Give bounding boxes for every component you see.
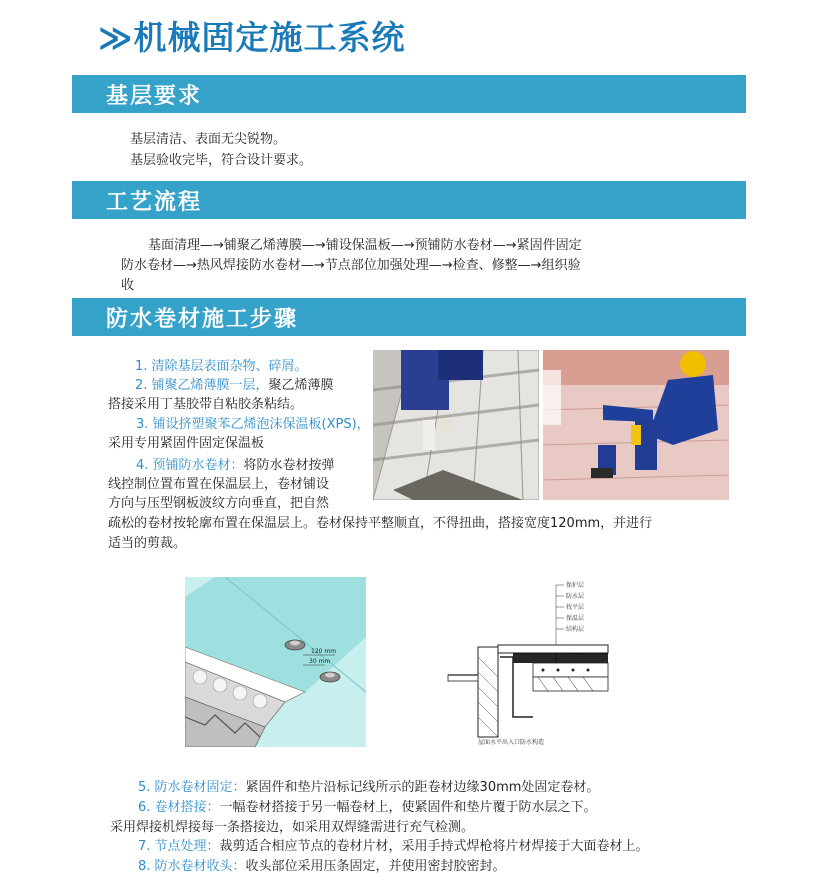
step-2 xyxy=(135,376,334,395)
section-title: 工艺流程 xyxy=(106,190,203,215)
step-4-line-2: 线控制位置布置在保温层上，卷材铺设 xyxy=(108,477,330,492)
section-header-process xyxy=(72,181,746,219)
photo-worker-fastening xyxy=(543,350,729,500)
step-5-text: 紧固件和垫片沿标记线所示的距卷材边缘30mm处固定卷材。 xyxy=(245,780,600,795)
layer-label-structure: 结构层 xyxy=(566,626,585,633)
process-line-2: 防水卷材—→热风焊接防水卷材—→节点部位加强处理—→检查、修整—→组织验 xyxy=(121,258,581,273)
step-4-line-5: 适当的剪裁。 xyxy=(108,536,187,551)
section-header-base xyxy=(72,75,746,113)
step-6-label: 6. 卷材搭接： xyxy=(138,800,220,815)
step-5-label: 5. 防水卷材固定： xyxy=(138,780,246,795)
step-6-text: 一幅卷材搭接于另一幅卷材上，使紧固件和垫片覆于防水层之下。 xyxy=(219,800,597,815)
step-7 xyxy=(138,837,649,856)
step-4-line-3: 方向与压型钢板波纹方向垂直，把自然 xyxy=(108,496,330,511)
diagram-fastener-layout xyxy=(185,577,366,747)
photo-worker-laying-membrane xyxy=(373,350,539,500)
step-7-text: 裁剪适合相应节点的卷材片材，采用手持式焊枪将片材焊接于大面卷材上。 xyxy=(219,839,649,854)
step-7-label: 7. 节点处理： xyxy=(138,839,220,854)
base-requirement-1: 基层清洁、表面无尖锐物。 xyxy=(130,132,287,147)
section-title: 基层要求 xyxy=(106,84,203,109)
step-4-label: 4. 预铺防水卷材： xyxy=(136,458,244,473)
diagram-entrance-waterproofing xyxy=(438,577,633,747)
step-2-text: 聚乙烯薄膜 xyxy=(268,378,334,393)
step-4-line-4: 疏松的卷材按轮廓布置在保温层上。卷材保持平整顺直，不得扭曲，搭接宽度120mm，并进行 xyxy=(108,516,653,531)
step-1: 1. 清除基层表面杂物、碎屑。 xyxy=(135,359,308,374)
step-2-line-2: 搭接采用丁基胶带自粘胶条粘结。 xyxy=(108,397,304,412)
step-3: 3. 铺设挤塑聚苯乙烯泡沫保温板(XPS)， xyxy=(136,417,370,432)
step-4 xyxy=(136,456,335,475)
step-8-label: 8. 防水卷材收头： xyxy=(138,859,246,874)
process-line-1: 基面清理—→铺聚乙烯薄膜—→铺设保温板—→预铺防水卷材—→紧固件固定 xyxy=(148,238,582,253)
step-6-line-2: 采用焊接机焊接每一条搭接边，如采用双焊缝需进行充气检测。 xyxy=(110,820,475,835)
step-8-text: 收头部位采用压条固定，并使用密封胶密封。 xyxy=(245,859,506,874)
step-5 xyxy=(138,778,599,797)
section-header-steps xyxy=(72,298,746,336)
base-requirement-2: 基层验收完毕，符合设计要求。 xyxy=(130,153,313,168)
page-title: ≫机械固定施工系统 xyxy=(98,18,406,57)
layer-label-waterproof: 防水层 xyxy=(566,593,585,600)
step-8 xyxy=(138,857,506,876)
dimension-30mm: 30 mm xyxy=(309,658,331,665)
layer-label-protection: 保护层 xyxy=(566,582,585,589)
step-6 xyxy=(138,798,597,817)
step-3-line-2: 采用专用紧固件固定保温板 xyxy=(108,436,265,451)
step-2-label: 2. 铺聚乙烯薄膜一层， xyxy=(135,378,269,393)
process-line-3: 收 xyxy=(121,278,135,293)
section-title: 防水卷材施工步骤 xyxy=(106,307,299,332)
dimension-120mm: 120 mm xyxy=(311,648,337,655)
step-4-text: 将防水卷材按弹 xyxy=(243,458,335,473)
layer-label-leveling: 找平层 xyxy=(566,604,585,611)
layer-label-insulation: 保温层 xyxy=(566,615,585,622)
diagram-caption: 屋面水平出入口防水构造 xyxy=(478,739,545,746)
